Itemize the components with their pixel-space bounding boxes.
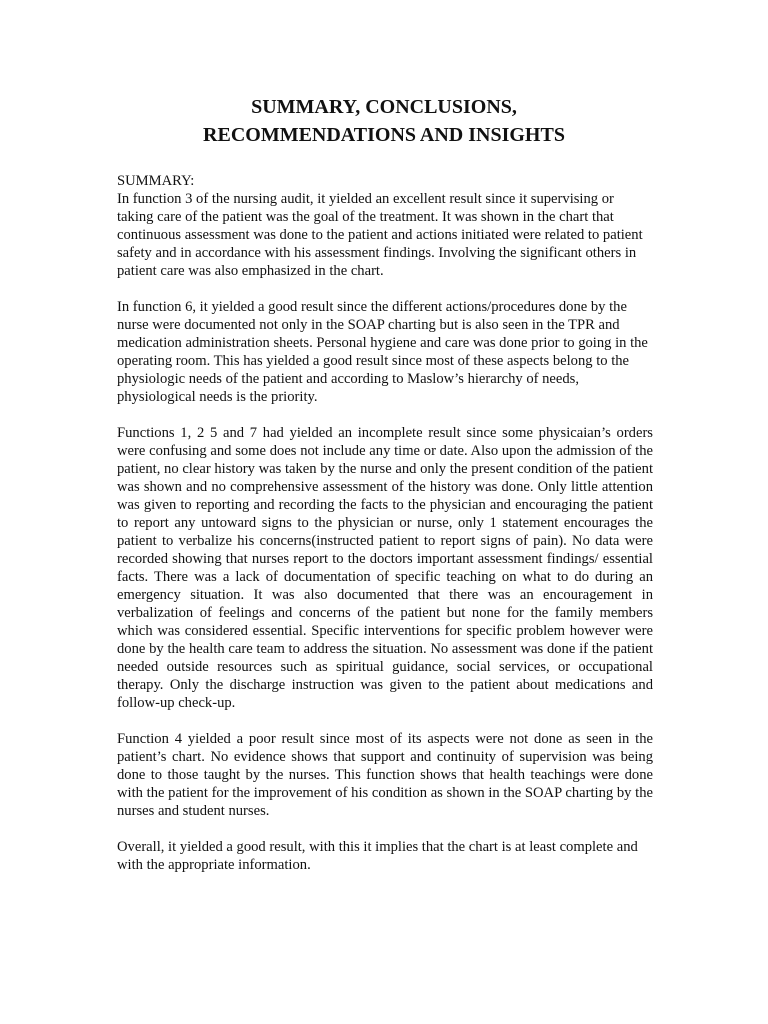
page-title xyxy=(0,93,768,149)
paragraph-functions-1-2-5-7: Functions 1, 2 5 and 7 had yielded an incomplete result since some physicaian’s orders were confusing and some does not include any time or date. Also upon the admission of the patient, no clear history was taken by the nurse and only the present condition of the patient was shown and no comprehensive assessment of the history was done. Only little attention was given to reporting and recording the facts to the physician and encouraging the patient to report any untoward signs to the physician or nurse, only 1 statement encourages the patient to verbalize his concerns(instructed patient to report signs of pain). No data were recorded showing that nurses report to the doctors important assessment findings/ essential facts. There was a lack of documentation of specific teaching on what to do during an emergency situation. It was also documented that there was an encouragement in verbalization of feelings and concerns of the patient but none for the family members which was considered essential. Specific interventions for specific problem however were done by the health care team to address the situation. No assessment was done if the patient needed outside resources such as spiritual guidance, social services, or occupational therapy. Only the discharge instruction was given to the patient about medications and follow-up check-up. xyxy=(117,425,653,711)
paragraph-function-6: In function 6, it yielded a good result since the different actions/procedures done by the nurse were documented not only in the SOAP charting but is also seen in the TPR and medication administration sheets. Personal hygiene and care was done prior to going in the operating room. This has yielded a good result since most of these aspects belong to the physiologic needs of the patient and according to Maslow’s hierarchy of needs, physiological needs is the priority. xyxy=(117,299,648,405)
paragraph-function-4: Function 4 yielded a poor result since most of its aspects were not done as seen in the patient’s chart. No evidence shows that support and continuity of supervision was being done to those taught by the nurses. This function shows that health teachings were done with the patient for the improvement of his condition as shown in the SOAP charting by the nurses and student nurses. xyxy=(117,731,653,819)
paragraph-function-3: In function 3 of the nursing audit, it yielded an excellent result since it supervising or taking care of the patient was the goal of the treatment. It was shown in the chart that continuous assessment was done to the patient and actions initiated were related to patient safety and in accordance with his assessment findings. Involving the significant others in patient care was also emphasized in the chart. xyxy=(117,191,643,279)
document-body xyxy=(117,172,653,892)
title-line-2: RECOMMENDATIONS AND INSIGHTS xyxy=(203,124,565,146)
title-line-1: SUMMARY, CONCLUSIONS, xyxy=(251,96,517,118)
paragraph-overall: Overall, it yielded a good result, with this it implies that the chart is at least complete and with the appropriate information. xyxy=(117,839,638,873)
section-heading: SUMMARY: xyxy=(117,173,195,189)
